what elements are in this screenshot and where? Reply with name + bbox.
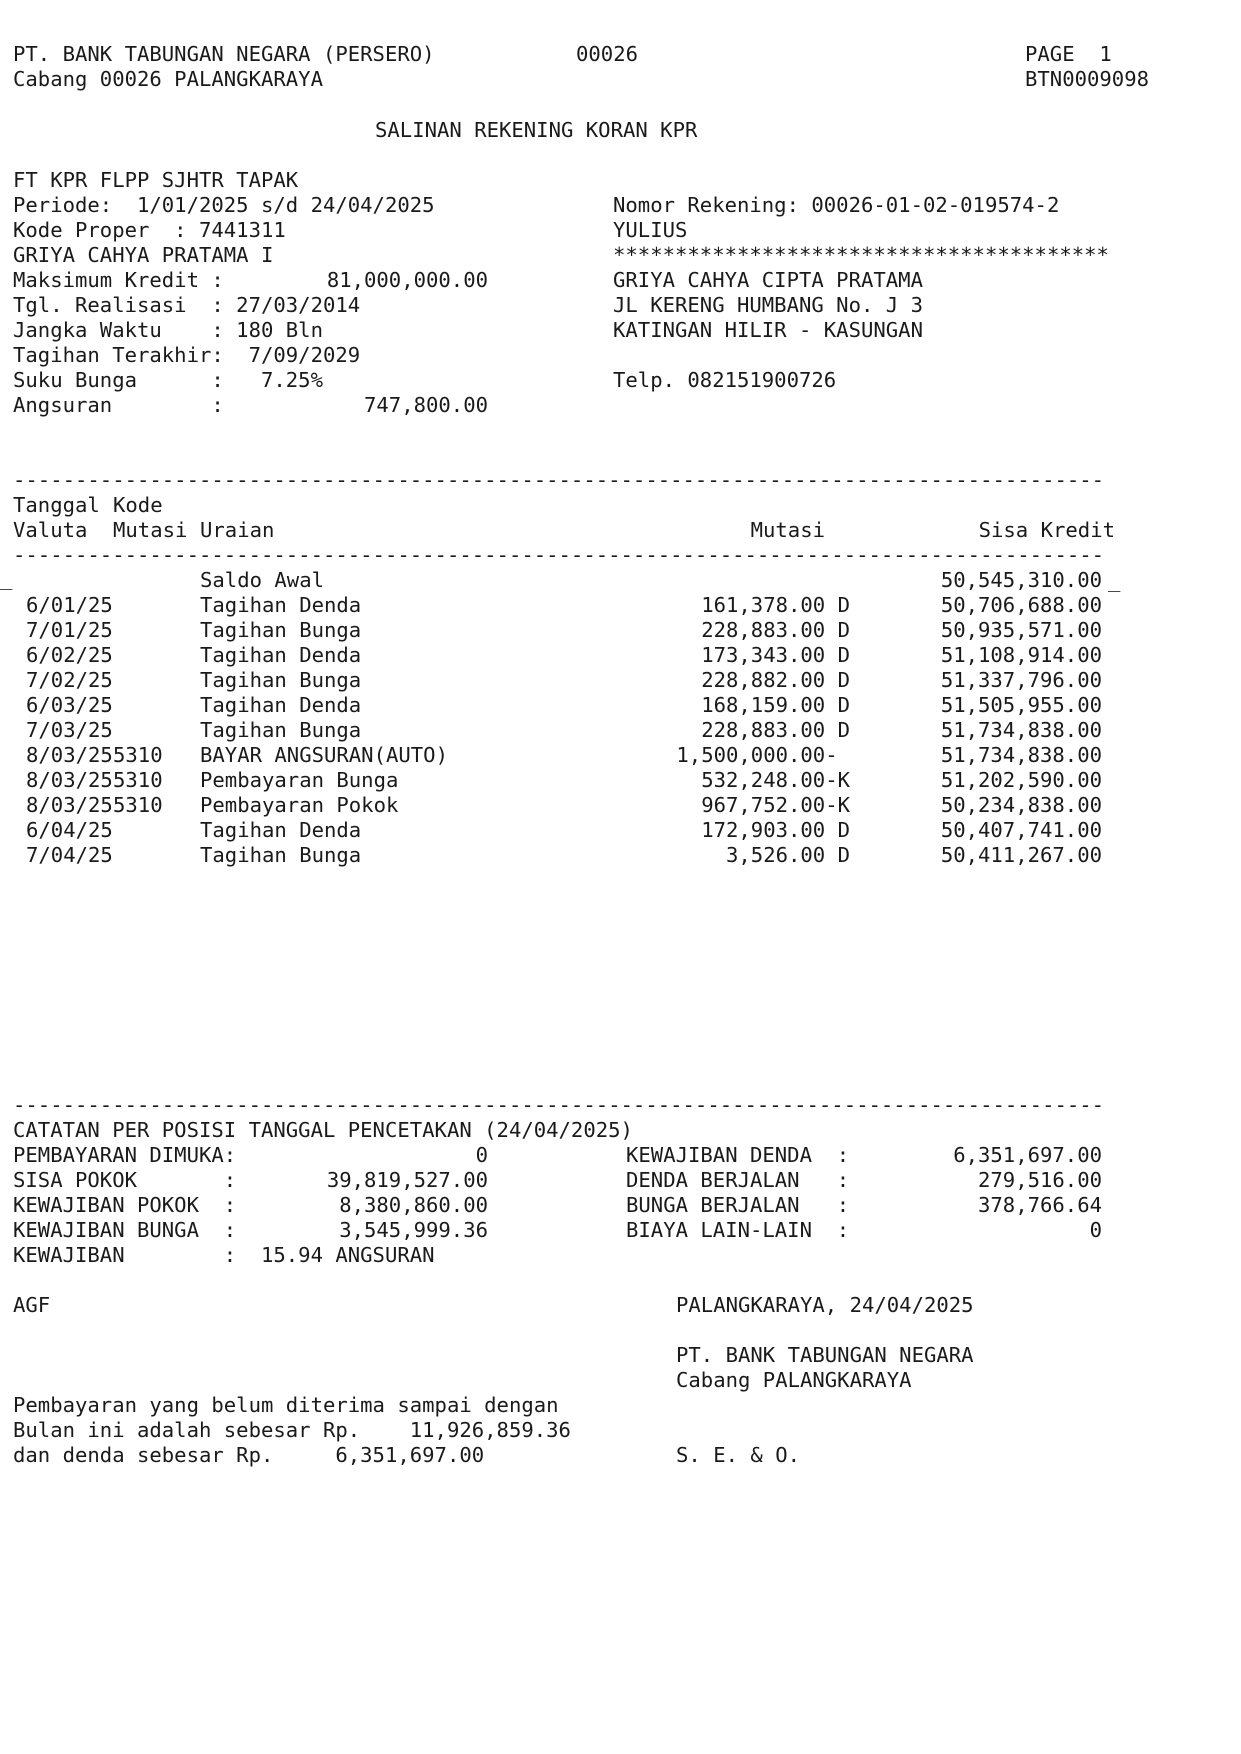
bank-name: PT. BANK TABUNGAN NEGARA (PERSERO)	[13, 42, 435, 66]
suku-bunga: Suku Bunga : 7.25%	[13, 368, 323, 392]
row-mutasi: 228,883.00 D	[701, 618, 850, 642]
row-sisa-kredit: 50,407,741.00	[940, 818, 1102, 842]
col-sisa-kredit: Sisa Kredit	[978, 518, 1115, 542]
row-uraian: Tagihan Denda	[200, 818, 362, 842]
row-sisa-kredit: 51,734,838.00	[940, 718, 1102, 742]
row-mutasi: 967,752.00-K	[701, 793, 850, 817]
row-tanggal: 8/03/25	[26, 743, 113, 767]
row-mutasi: 532,248.00-K	[701, 768, 850, 792]
row-sisa-kredit: 51,108,914.00	[940, 643, 1102, 667]
row-mutasi: 168,159.00 D	[701, 693, 850, 717]
separator-stars: ****************************************	[613, 243, 1109, 267]
col-kode: Kode	[113, 493, 163, 517]
note-biaya-lain-value: 0	[1089, 1218, 1102, 1242]
row-mutasi: 173,343.00 D	[701, 643, 850, 667]
document-title: SALINAN REKENING KORAN KPR	[375, 118, 698, 142]
jangka-waktu: Jangka Waktu : 180 Bln	[13, 318, 323, 342]
row-mutasi: 1,500,000.00-	[676, 743, 850, 767]
nomor-rekening: Nomor Rekening: 00026-01-02-019574-2	[613, 193, 1060, 217]
note-kewajiban-pokok-value: 8,380,860.00	[339, 1193, 488, 1217]
angsuran-label: Angsuran :	[13, 393, 224, 417]
row-kode: 5310	[113, 768, 163, 792]
row-tanggal: 6/02/25	[26, 643, 113, 667]
row-tanggal: 8/03/25	[26, 768, 113, 792]
row-sisa-kredit: 51,505,955.00	[940, 693, 1102, 717]
note-denda-berjalan-value: 279,516.00	[978, 1168, 1102, 1192]
note-kewajiban-bunga-label: KEWAJIBAN BUNGA :	[13, 1218, 237, 1242]
row-sisa-kredit: 50,706,688.00	[940, 593, 1102, 617]
note-kewajiban: KEWAJIBAN : 15.94 ANGSURAN	[13, 1243, 435, 1267]
row-sisa-kredit: 51,337,796.00	[940, 668, 1102, 692]
row-uraian: Tagihan Denda	[200, 593, 362, 617]
document-code: BTN0009098	[1025, 67, 1149, 91]
row-kode: 5310	[113, 743, 163, 767]
row-kode: 5310	[113, 793, 163, 817]
bank-signature-line-2: Cabang PALANGKARAYA	[676, 1368, 912, 1392]
note-kewajiban-denda-label: KEWAJIBAN DENDA :	[626, 1143, 850, 1167]
row-sisa-kredit: 50,545,310.00	[940, 568, 1102, 592]
notes-heading: CATATAN PER POSISI TANGGAL PENCETAKAN (24/04/2025)	[13, 1118, 633, 1142]
col-tanggal: Tanggal	[13, 493, 100, 517]
row-sisa-kredit: 50,234,838.00	[940, 793, 1102, 817]
bank-signature-line-1: PT. BANK TABUNGAN NEGARA	[676, 1343, 974, 1367]
note-denda-berjalan-label: DENDA BERJALAN :	[626, 1168, 850, 1192]
note-kewajiban-bunga-value: 3,545,999.36	[339, 1218, 488, 1242]
row-uraian: Tagihan Bunga	[200, 718, 362, 742]
row-uraian: Tagihan Bunga	[200, 618, 362, 642]
note-pembayaran-dimuka-value: 0	[475, 1143, 488, 1167]
product-name: FT KPR FLPP SJHTR TAPAK	[13, 168, 299, 192]
col-mutasi-kode: Mutasi	[113, 518, 188, 542]
row-uraian: Tagihan Bunga	[200, 843, 362, 867]
row-tanggal: 7/02/25	[26, 668, 113, 692]
branch-code: 00026	[576, 42, 638, 66]
margin-tick-right: _	[1108, 568, 1121, 592]
note-bunga-berjalan-value: 378,766.64	[978, 1193, 1102, 1217]
note-kewajiban-denda-value: 6,351,697.00	[953, 1143, 1102, 1167]
row-mutasi: 161,378.00 D	[701, 593, 850, 617]
page-number: PAGE 1	[1025, 42, 1112, 66]
row-sisa-kredit: 51,202,590.00	[940, 768, 1102, 792]
branch-line: Cabang 00026 PALANGKARAYA	[13, 67, 323, 91]
project-name: GRIYA CAHYA PRATAMA I	[13, 243, 274, 267]
note-sisa-pokok-value: 39,819,527.00	[326, 1168, 488, 1192]
tgl-realisasi: Tgl. Realisasi : 27/03/2014	[13, 293, 361, 317]
divider-notes: ----------------------------------------------------------------------------------------	[13, 1093, 1105, 1117]
unpaid-note-2: Bulan ini adalah sebesar Rp. 11,926,859.36	[13, 1418, 571, 1442]
row-tanggal: 6/04/25	[26, 818, 113, 842]
row-tanggal: 7/04/25	[26, 843, 113, 867]
note-kewajiban-pokok-label: KEWAJIBAN POKOK :	[13, 1193, 237, 1217]
row-sisa-kredit: 50,411,267.00	[940, 843, 1102, 867]
row-uraian: BAYAR ANGSURAN(AUTO)	[200, 743, 448, 767]
row-mutasi: 3,526.00 D	[726, 843, 850, 867]
note-biaya-lain-label: BIAYA LAIN-LAIN :	[626, 1218, 850, 1242]
periode: Periode: 1/01/2025 s/d 24/04/2025	[13, 193, 435, 217]
row-sisa-kredit: 50,935,571.00	[940, 618, 1102, 642]
telephone: Telp. 082151900726	[613, 368, 837, 392]
errors-omissions-note: S. E. & O.	[676, 1443, 800, 1467]
address-line-3: KATINGAN HILIR - KASUNGAN	[613, 318, 923, 342]
col-mutasi: Mutasi	[750, 518, 825, 542]
maksimum-kredit-value: 81,000,000.00	[326, 268, 488, 292]
row-mutasi: 228,883.00 D	[701, 718, 850, 742]
row-uraian: Pembayaran Pokok	[200, 793, 399, 817]
divider-top: ----------------------------------------------------------------------------------------	[13, 468, 1105, 492]
row-tanggal: 6/03/25	[26, 693, 113, 717]
row-mutasi: 172,903.00 D	[701, 818, 850, 842]
kode-proper: Kode Proper : 7441311	[13, 218, 286, 242]
note-sisa-pokok-label: SISA POKOK :	[13, 1168, 237, 1192]
row-uraian: Tagihan Denda	[200, 643, 362, 667]
tagihan-terakhir: Tagihan Terakhir: 7/09/2029	[13, 343, 361, 367]
col-valuta: Valuta	[13, 518, 88, 542]
operator-initials: AGF	[13, 1293, 51, 1317]
margin-tick-left: _	[0, 566, 13, 590]
address-line-1: GRIYA CAHYA CIPTA PRATAMA	[613, 268, 923, 292]
address-line-2: JL KERENG HUMBANG No. J 3	[613, 293, 923, 317]
unpaid-note-3: dan denda sebesar Rp. 6,351,697.00	[13, 1443, 485, 1467]
row-mutasi: 228,882.00 D	[701, 668, 850, 692]
note-pembayaran-dimuka-label: PEMBAYARAN DIMUKA:	[13, 1143, 237, 1167]
row-tanggal: 8/03/25	[26, 793, 113, 817]
row-tanggal: 7/01/25	[26, 618, 113, 642]
row-tanggal: 7/03/25	[26, 718, 113, 742]
customer-name: YULIUS	[613, 218, 688, 242]
row-tanggal: 6/01/25	[26, 593, 113, 617]
row-uraian: Pembayaran Bunga	[200, 768, 399, 792]
row-uraian: Tagihan Bunga	[200, 668, 362, 692]
angsuran-value: 747,800.00	[364, 393, 488, 417]
place-date: PALANGKARAYA, 24/04/2025	[676, 1293, 974, 1317]
note-bunga-berjalan-label: BUNGA BERJALAN :	[626, 1193, 850, 1217]
row-sisa-kredit: 51,734,838.00	[940, 743, 1102, 767]
row-uraian: Tagihan Denda	[200, 693, 362, 717]
unpaid-note-1: Pembayaran yang belum diterima sampai dengan	[13, 1393, 559, 1417]
col-uraian: Uraian	[200, 518, 275, 542]
row-uraian: Saldo Awal	[200, 568, 324, 592]
maksimum-kredit-label: Maksimum Kredit :	[13, 268, 224, 292]
divider-header: ----------------------------------------------------------------------------------------	[13, 543, 1105, 567]
